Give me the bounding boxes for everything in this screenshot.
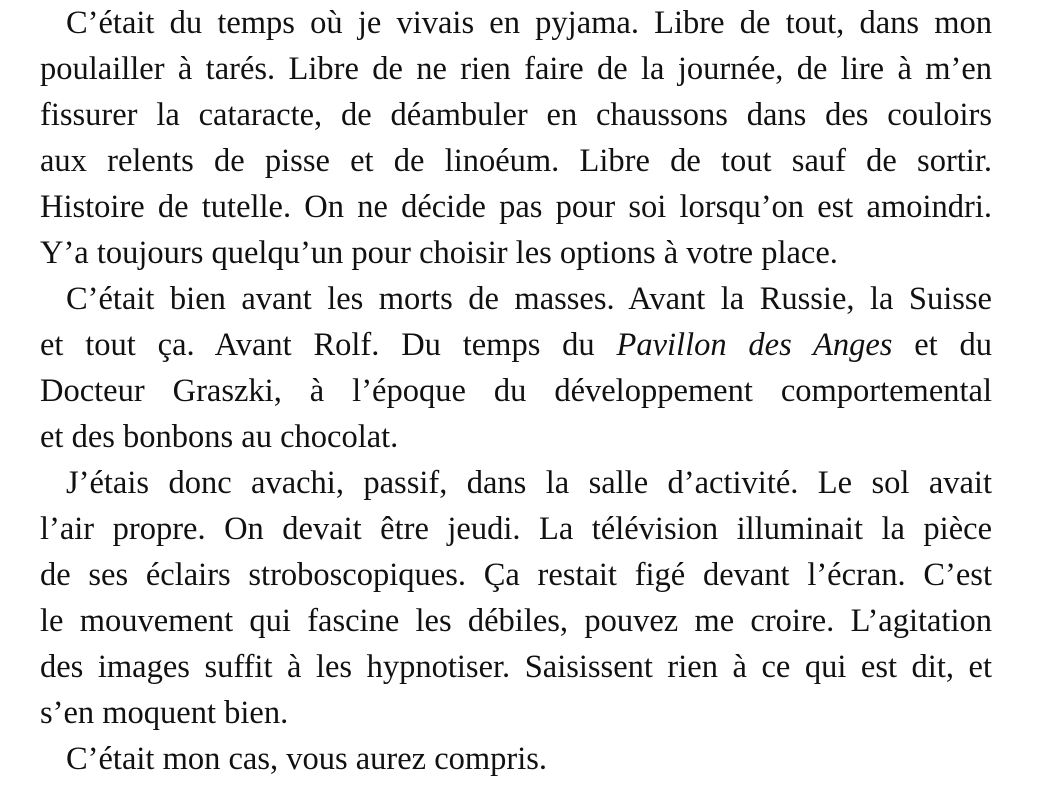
text-line: s’en moquent bien. [40,695,289,731]
text-segment: et tout ça. Avant Rolf. Du temps du [40,327,617,363]
paragraph-3 [40,460,992,736]
text-line: aux relents de pisse et de linoéum. Libre de tout sauf de sortir. [40,143,992,179]
paragraph-2 [40,276,992,460]
paragraph-1 [40,0,992,276]
text-line: fissurer la cataracte, de déambuler en chaussons dans des couloirs [40,97,992,133]
text-line: C’était bien avant les morts de masses. Avant la Russie, la Suisse [66,281,992,317]
text-line: le mouvement qui fascine les débiles, pouvez me croire. L’agitation [40,603,992,639]
text-line: de ses éclairs stroboscopiques. Ça restait figé devant l’écran. C’est [40,557,992,593]
book-title-italic: Pavillon des Anges [616,327,893,363]
text-line: C’était mon cas, vous aurez compris. [66,741,548,777]
text-line: des images suffit à les hypnotiser. Saisissent rien à ce qui est dit, et [40,649,992,685]
text-line: J’étais donc avachi, passif, dans la salle d’activité. Le sol avait [66,465,992,501]
text-line-with-italic [40,322,992,368]
paragraph-4 [40,736,992,782]
text-segment: et du [892,327,993,363]
text-line: Y’a toujours quelqu’un pour choisir les options à votre place. [40,235,838,271]
text-line: C’était du temps où je vivais en pyjama. Libre de tout, dans mon [66,5,992,41]
text-line: Docteur Graszki, à l’époque du développement comportemental [40,373,992,409]
text-line: poulailler à tarés. Libre de ne rien faire de la journée, de lire à m’en [40,51,992,87]
text-line: l’air propre. On devait être jeudi. La télévision illuminait la pièce [40,511,992,547]
document-page [40,0,992,789]
text-line: Histoire de tutelle. On ne décide pas pour soi lorsqu’on est amoindri. [40,189,992,225]
text-line: et des bonbons au chocolat. [40,419,399,455]
